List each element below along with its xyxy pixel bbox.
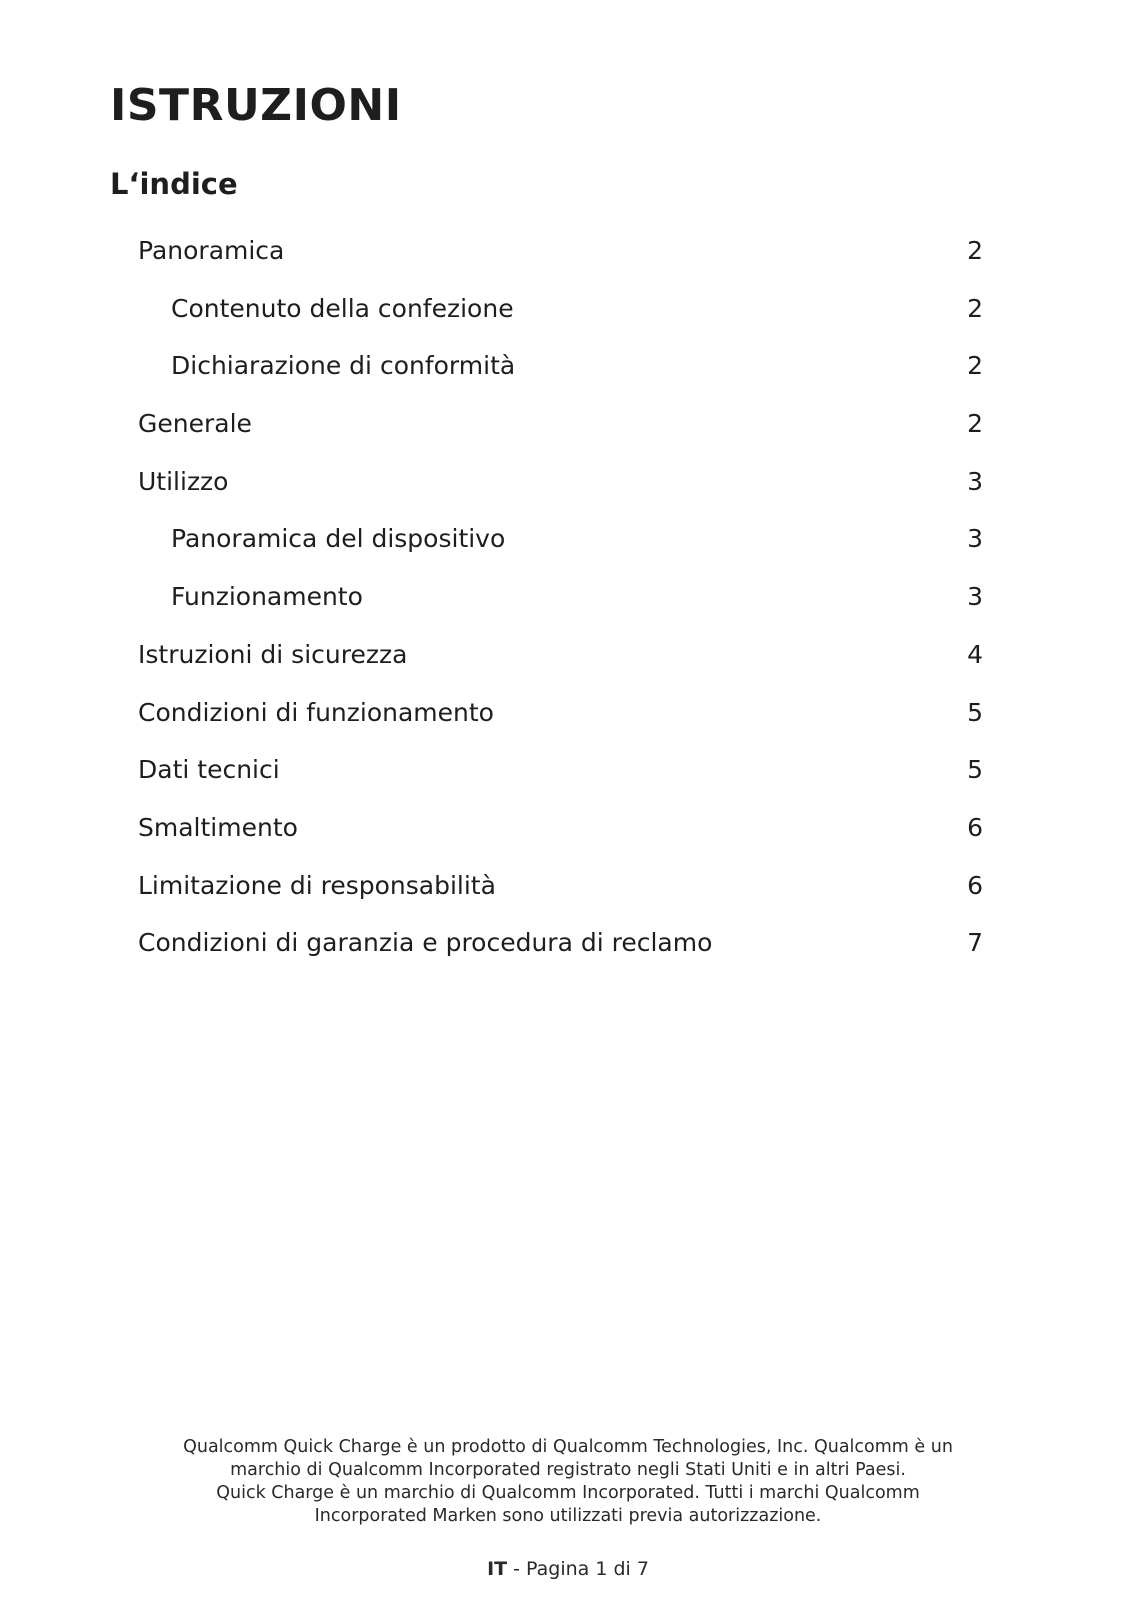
toc-entry-page: 7	[967, 928, 983, 958]
toc-entry-label: Dati tecnici	[138, 755, 280, 785]
toc-heading: L‘indice	[110, 167, 238, 201]
toc-entry[interactable]	[0, 799, 1136, 857]
toc-entry[interactable]	[0, 337, 1136, 395]
language-code: IT	[487, 1558, 508, 1580]
toc-entry-page: 6	[967, 870, 983, 900]
toc-entry-label: Condizioni di funzionamento	[138, 697, 494, 727]
toc-entry-label: Panoramica del dispositivo	[171, 524, 506, 554]
page-number: - Pagina 1 di 7	[507, 1558, 649, 1580]
toc-entry-label: Funzionamento	[171, 582, 363, 612]
toc-entry[interactable]	[0, 280, 1136, 338]
toc-entry[interactable]	[0, 626, 1136, 684]
footnote-line: Qualcomm Quick Charge è un prodotto di Qualcomm Technologies, Inc. Qualcomm è un	[183, 1437, 953, 1457]
toc-entry-page: 2	[967, 293, 983, 323]
toc-entry-label: Utilizzo	[138, 466, 229, 496]
toc-entry[interactable]	[0, 741, 1136, 799]
toc-entry[interactable]	[0, 857, 1136, 915]
toc-entry-page: 5	[967, 755, 983, 785]
toc-entry-label: Generale	[138, 409, 252, 439]
toc-entry-page: 6	[967, 812, 983, 842]
toc-entry[interactable]	[0, 395, 1136, 453]
toc-entry-page: 4	[967, 639, 983, 669]
toc-entry[interactable]	[0, 568, 1136, 626]
footnote-line: Quick Charge è un marchio di Qualcomm Incorporated. Tutti i marchi Qualcomm	[216, 1483, 920, 1503]
page-footer	[0, 1556, 1136, 1582]
toc-entry[interactable]	[0, 222, 1136, 280]
toc-entry-label: Dichiarazione di conformità	[171, 351, 516, 381]
toc-entry-label: Contenuto della confezione	[171, 293, 514, 323]
toc-entry-page: 2	[967, 351, 983, 381]
toc-entry[interactable]	[0, 453, 1136, 511]
toc-entry-label: Panoramica	[138, 236, 285, 265]
footnote-line: marchio di Qualcomm Incorporated registrato negli Stati Uniti e in altri Paesi.	[230, 1460, 906, 1480]
toc-entry-label: Condizioni di garanzia e procedura di reclamo	[138, 928, 713, 958]
toc-entry-page: 2	[967, 409, 983, 439]
toc-entry-page: 3	[967, 466, 983, 496]
toc-entry-page: 5	[967, 697, 983, 727]
footnote-line: Incorporated Marken sono utilizzati previa autorizzazione.	[314, 1506, 822, 1526]
toc-entry-page: 3	[967, 524, 983, 554]
toc-entry-page: 2	[967, 236, 983, 265]
toc-entry-label: Smaltimento	[138, 812, 298, 842]
page-title: ISTRUZIONI	[110, 80, 402, 131]
table-of-contents	[0, 222, 1136, 972]
toc-entry-label: Limitazione di responsabilità	[138, 870, 496, 900]
toc-entry[interactable]	[0, 510, 1136, 568]
trademark-footnote	[168, 1436, 968, 1528]
toc-entry-page: 3	[967, 582, 983, 612]
toc-entry-label: Istruzioni di sicurezza	[138, 639, 408, 669]
toc-entry[interactable]	[0, 914, 1136, 972]
toc-entry[interactable]	[0, 684, 1136, 742]
